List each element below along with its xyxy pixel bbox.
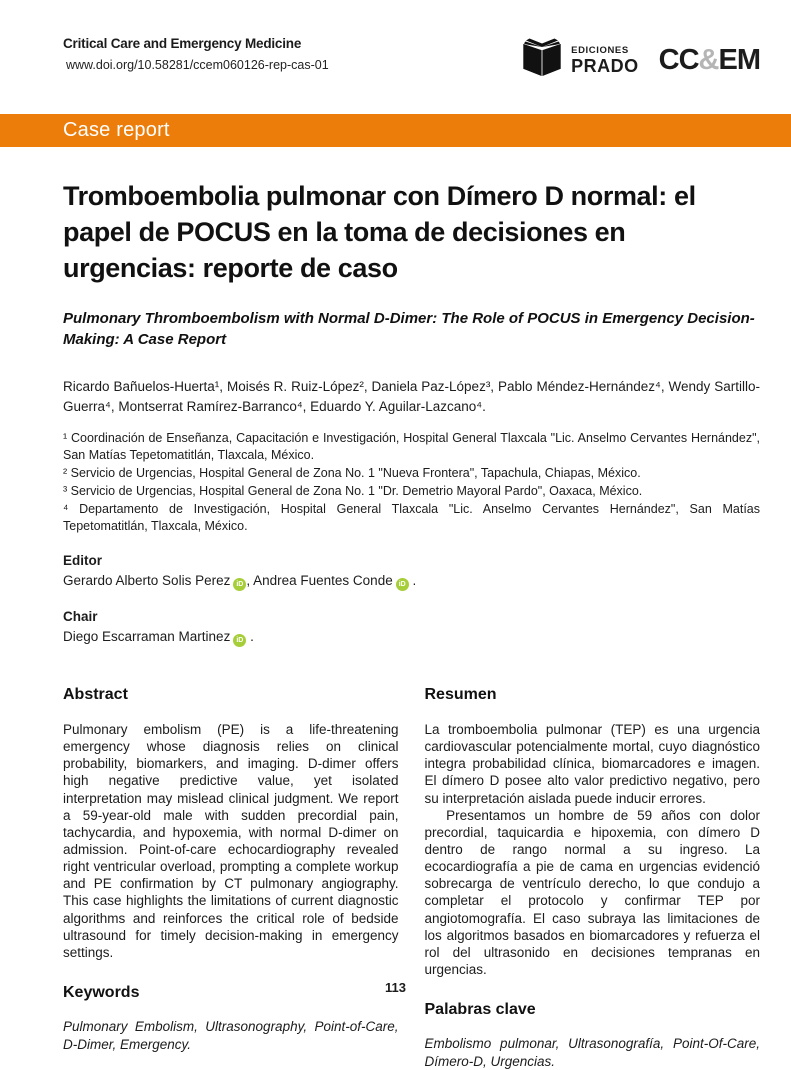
orcid-icon[interactable]: iD: [396, 578, 409, 591]
orcid-icon[interactable]: iD: [233, 634, 246, 647]
authors-line: Ricardo Bañuelos-Huerta¹, Moisés R. Ruiz-López², Daniela Paz-López³, Pablo Méndez-Hernández⁴, Wendy Sartillo-Guerra⁴, Montserrat Ramírez-Barranco⁴, Eduardo Y. Aguilar-Lazcano⁴.: [63, 379, 760, 415]
abstract-heading: Abstract: [63, 686, 128, 704]
chair-name: Diego Escarraman Martinez: [63, 628, 231, 644]
editor-end: .: [408, 573, 417, 589]
publisher-logos: [520, 38, 760, 83]
open-book-icon: [520, 38, 564, 83]
publisher-name-top: EDICIONES: [571, 44, 629, 56]
abstract-paragraph: Pulmonary embolism (PE) is a life-threatening emergency whose diagnosis relies on clinical probability, biomarkers, and imaging. D-dimer offers high negative predictive value, yet isolated interpretation may mislead clinical judgment. We report a 59-year-old male with sudden precordial pain, tachycardia, and hypoxemia, with normal D-dimer on admission. Point-of-care echocardiography revealed right ventricular overload, prompting a complete workup and PE confirmation by CT pulmonary angiography. This case highlights the limitations of current diagnostic algorithms and reinforces the critical role of bedside ultrasound for timely decision-making in emergency settings.: [63, 722, 399, 960]
prado-logo: [520, 38, 639, 83]
chair-names: [63, 627, 760, 647]
ccem-cc: CC: [658, 44, 699, 76]
resumen-heading: Resumen: [424, 686, 497, 704]
editor-label: Editor: [63, 553, 102, 569]
editor-name-1: Gerardo Alberto Solis Perez: [63, 573, 231, 589]
publisher-name-bottom: PRADO: [571, 56, 639, 77]
journal-title: Critical Care and Emergency Medicine: [63, 36, 302, 51]
doi-link[interactable]: www.doi.org/10.58281/ccem060126-rep-cas-01: [66, 58, 329, 73]
editor-section: [63, 551, 760, 592]
ccem-ampersand: &: [698, 44, 719, 76]
publisher-name: [571, 46, 639, 76]
page-number: 113: [385, 980, 406, 995]
palabras-clave-text: Embolismo pulmonar, Ultrasonografía, Point-Of-Care, Dímero-D, Urgencias.: [424, 1036, 760, 1069]
editor-separator: ,: [246, 573, 254, 589]
chair-label: Chair: [63, 608, 98, 624]
article-title: Tromboembolia pulmonar con Dímero D normal: el papel de POCUS en la toma de decisiones en urgencias: reporte de caso: [63, 181, 696, 284]
keywords-text: Pulmonary Embolism, Ultrasonography, Point-of-Care, D-Dimer, Emergency.: [63, 1018, 399, 1052]
affiliation-1: ¹ Coordinación de Enseñanza, Capacitación e Investigación, Hospital General Tlaxcala "Lic. Anselmo Cervantes Hernández", San Matías Tepetomatitlán, Tlaxcala, México.: [63, 430, 760, 463]
article-subtitle-english: Pulmonary Thromboembolism with Normal D-Dimer: The Role of POCUS in Emergency Decision-Making: A Case Report: [63, 309, 755, 349]
palabras-clave-heading: Palabras clave: [424, 1001, 536, 1019]
case-report-banner: [0, 114, 791, 147]
resumen-paragraph-1: La tromboembolia pulmonar (TEP) es una urgencia cardiovascular potencialmente mortal, cuyo diagnóstico integra probabilidad clínica, biomarcadores e imagen. El dímero D posee alto valor predictivo negativo, pero su interpretación aislada puede inducir errores.: [424, 722, 760, 806]
banner-label: Case report: [63, 119, 170, 141]
ccem-em: EM: [718, 44, 760, 76]
header: [0, 0, 791, 83]
editor-name-2: Andrea Fuentes Conde: [253, 573, 393, 589]
keywords-heading: Keywords: [63, 983, 140, 1001]
abstract-columns: [63, 686, 760, 1070]
resumen-column: [425, 686, 761, 1070]
chair-end: .: [246, 628, 254, 644]
orcid-icon[interactable]: iD: [233, 578, 246, 591]
article-head: [0, 178, 791, 1070]
resumen-body: [425, 721, 761, 978]
affiliations: [63, 430, 760, 537]
editor-names: [63, 571, 760, 591]
ccem-logo: [659, 46, 760, 75]
affiliation-3: ³ Servicio de Urgencias, Hospital General de Zona No. 1 "Dr. Demetrio Mayoral Pardo", Oaxaca, México.: [63, 483, 643, 498]
journal-block: [63, 36, 329, 73]
abstract-column: [63, 686, 399, 1070]
chair-section: [63, 607, 760, 648]
affiliation-2: ² Servicio de Urgencias, Hospital General de Zona No. 1 "Nueva Frontera", Tapachula, Chiapas, México.: [63, 466, 641, 481]
affiliation-4: ⁴ Departamento de Investigación, Hospital General Tlaxcala "Lic. Anselmo Cervantes Hernández", San Matías Tepetomatitlán, Tlaxcala, México.: [63, 501, 760, 534]
abstract-body: [63, 721, 399, 961]
resumen-paragraph-2: Presentamos un hombre de 59 años con dolor precordial, taquicardia e hipoxemia, con dímero D dentro de rango normal a su ingreso. La ecocardiografía a pie de cama en urgencias evidenció sobrecarga de ventrículo derecho, lo que condujo a completar el protocolo y confirmar TEP por angiotomografía. El caso subraya las limitaciones de los algoritmos basados en biomarcadores y refuerza el rol del ultrasonido en decisiones tempranas en urgencias.: [424, 807, 760, 977]
